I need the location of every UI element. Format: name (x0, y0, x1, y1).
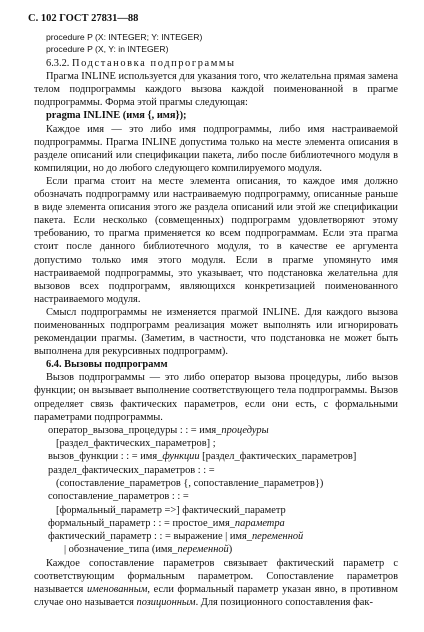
code-line-1: procedure P (X: INTEGER; Y: INTEGER) (46, 32, 203, 43)
section-title: Подстановка подпрограммы (72, 58, 236, 70)
syntax-line-6: сопоставление_параметров : : = (48, 491, 189, 503)
syntax-line-10: | обозначение_типа (имя_переменной) (64, 544, 233, 556)
paragraph-6: Каждое сопоставление параметров связывает фактический параметр с соответствующим формальным параметром. Сопоставление параметров называется именованным, если формальный параметр указан явно, в противном случае оно называется позиционным. Для позиционного сопоставления фак- (34, 557, 398, 608)
code-example (46, 31, 398, 55)
syntax-line-4: раздел_фактических_параметров : : = (48, 464, 215, 476)
section-heading-6-4: 6.4. Вызовы подпрограмм (46, 359, 168, 371)
syntax-line-7: [формальный_параметр =>] фактический_параметр (56, 504, 286, 516)
syntax-line-1: оператор_вызова_процедуры : : = имя_процедуры (48, 424, 269, 436)
code-line-2: procedure P (X, Y: in INTEGER) (46, 44, 169, 55)
paragraph-4: Смысл подпрограммы не изменяется прагмой INLINE. Для каждого вызова поименованных подпрограмм реализация может выполнять или игнорировать рекомендации прагмы. (Заметим, в частности, что подстановка не может быть выполнена для рекурсивных подпрограмм). (34, 306, 398, 358)
paragraph-2: Каждое имя — это либо имя подпрограммы, либо имя настраиваемой подпрограммы. Прагма INLINE допустима только на месте элемента описания в разделе описаний или спецификации пакета, либо после библиотечного модуля в компиляции, но до любого следующего компилируемого модуля. (34, 123, 398, 174)
syntax-line-8: формальный_параметр : : = простое_имя_параметра (48, 517, 285, 529)
syntax-line-9: фактический_параметр : : = выражение | имя_переменной (48, 531, 304, 543)
syntax-block (48, 424, 398, 557)
syntax-line-3: вызов_функции : : = имя_функции [раздел_фактических_параметров] (48, 451, 357, 463)
section-number: 6.3.2. (46, 58, 70, 70)
paragraph-3: Если прагма стоит на месте элемента описания, то каждое имя должно обозначать подпрограмму или настраиваемую подпрограмму, описанные раньше в виде элемента описания этого же раздела описаний или этой же спецификации пакета. Если несколько (совмещенных) подпрограмм удовлетворяют этому требованию, то прагма применяется ко всем подпрограммам. Если эта прагма стоит после данного библиотечного модуля, то в качестве ее аргумента допустимо только имя этого модуля. Если в прагме упомянуто имя настраиваемой подпрограммы, это указывает, что подстановка желательна для вызовов всех подпрограмм, являющихся конкретизацией поименованного настраиваемого модуля. (34, 175, 398, 305)
syntax-line-5: (сопоставление_параметров {, сопоставление_параметров}) (56, 477, 324, 489)
paragraph-1: Прагма INLINE используется для указания того, что желательна прямая замена телом подпрограммы каждого вызова каждой поименованной в прагме подпрограммы. Форма этой прагмы следующая: (34, 71, 398, 109)
page-header: С. 102 ГОСТ 27831—88 (28, 13, 139, 24)
syntax-line-2: [раздел_фактических_параметров] ; (56, 438, 216, 450)
pragma-form: pragma INLINE (имя {, имя}); (46, 110, 187, 122)
section-heading-6-3-2 (46, 57, 398, 70)
paragraph-5: Вызов подпрограммы — это либо оператор вызова процедуры, либо вызов функции; он вызывает выполнение соответствующего тела подпрограммы. Вызов определяет связь фактических параметров, если они есть, с формальными параметрами подпрограммы. (34, 372, 398, 423)
